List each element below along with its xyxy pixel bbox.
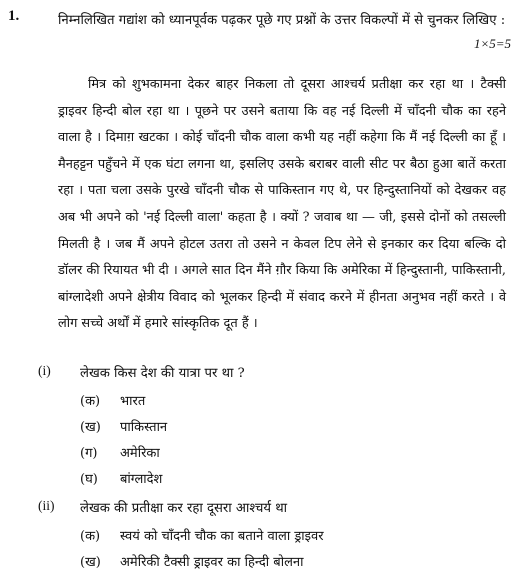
option-text: अमेरिकी टैक्सी ड्राइवर का हिन्दी बोलना xyxy=(120,555,304,570)
sub-question-text: लेखक किस देश की यात्रा पर था ? xyxy=(80,366,245,381)
marks-allocation: 1×5=5 xyxy=(473,36,511,51)
sub-question-label: (i) xyxy=(38,363,51,378)
reading-passage: मित्र को शुभकामना देकर बाहर निकला तो दूसरा आश्चर्य प्रतीक्षा कर रहा था । टैक्सी ड्राइवर हिन्दी बोल रहा था । पूछने पर उसने बताया कि वह नई दिल्ली में चाँदनी चौक का रहने वाला है । दिमाग़ खटका । कोई चाँदनी चौक वाला कभी यह नहीं कहेगा कि मैं नई दिल्ली का हूँ । मैनहट्टन पहुँचने में एक घंटा लगना था, इसलिए उसके बराबर वाली सीट पर बैठा हुआ बातें करता रहा । पता चला उसके पुरखे चाँदनी चौक से पाकिस्तान गए थे, पर हिन्दुस्तानियों को देखकर वह अब भी अपने को 'नई दिल्ली वाला' कहता है । क्यों ? जवाब था — जी, इससे दोनों को तसल्ली मिलती है । जब मैं अपने होटल उतरा तो उसने न केवल टिप लेने से इनकार कर दिया बल्कि दो डॉलर की रियायत भी दी । अगले सात दिन मैंने ग़ौर किया कि अमेरिका में हिन्दुस्तानी, पाकिस्तानी, बांग्लादेशी अपने क्षेत्रीय विवाद को भूलकर हिन्दी में संवाद करने में हीनता अनुभव नहीं करते । वे लोग सच्चे अर्थों में हमारे सांस्कृतिक दूत हैं । xyxy=(58,77,506,332)
question-instruction: निम्नलिखित गद्यांश को ध्यानपूर्वक पढ़कर पूछे गए प्रश्नों के उत्तर विकल्पों में से चुनकर लिखिए : xyxy=(58,13,506,28)
option-label: (ख) xyxy=(80,420,101,435)
option-label: (क) xyxy=(80,394,101,409)
option-label: (घ) xyxy=(80,472,98,487)
option-text: पाकिस्तान xyxy=(120,420,168,435)
option-text: अमेरिका xyxy=(120,446,160,461)
sub-question-label: (ii) xyxy=(38,498,55,513)
option-ka[interactable] xyxy=(80,526,324,544)
sub-question-text: लेखक की प्रतीक्षा कर रहा दूसरा आश्चर्य था xyxy=(80,501,288,516)
option-kha[interactable] xyxy=(80,552,303,570)
option-label: (ख) xyxy=(80,555,101,570)
option-gha[interactable] xyxy=(80,469,162,487)
option-ga[interactable] xyxy=(80,443,160,461)
option-text: भारत xyxy=(120,394,146,409)
option-label: (क) xyxy=(80,529,101,544)
option-text: बांग्लादेश xyxy=(120,472,163,487)
option-ka[interactable] xyxy=(80,391,145,409)
question-number: 1. xyxy=(8,8,20,24)
option-kha[interactable] xyxy=(80,417,167,435)
option-text: स्वयं को चाँदनी चौक का बताने वाला ड्राइवर xyxy=(120,529,324,544)
option-label: (ग) xyxy=(80,446,98,461)
